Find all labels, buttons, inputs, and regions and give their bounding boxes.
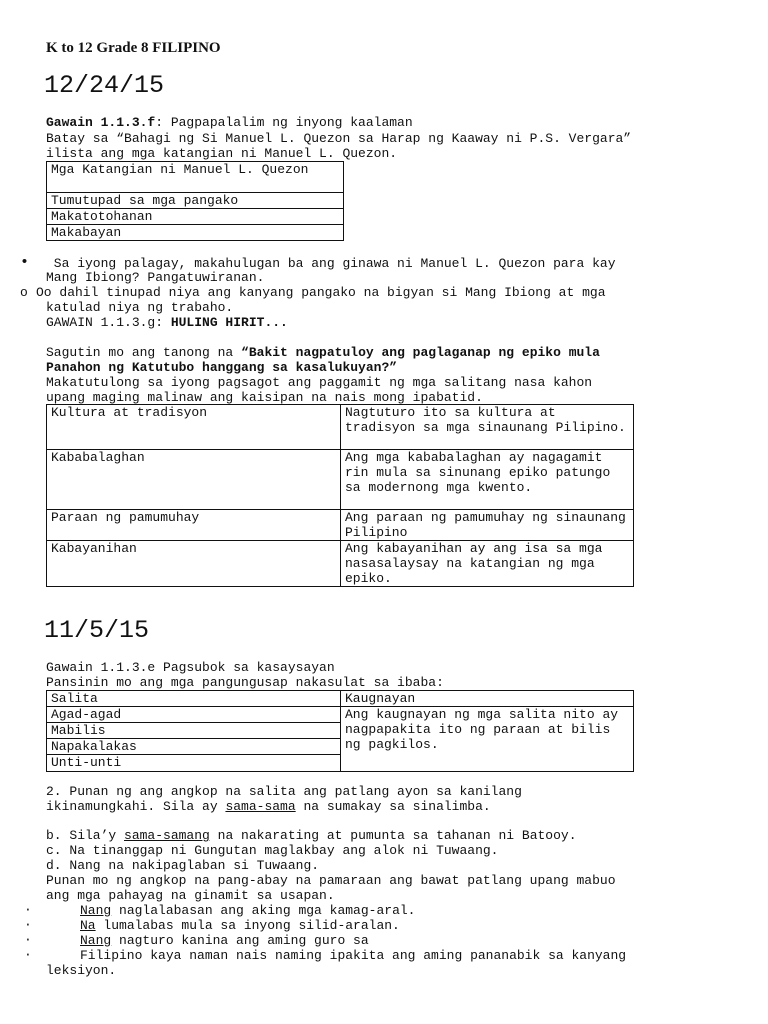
- bullet-icon: ·: [24, 917, 32, 932]
- item-b: [46, 828, 577, 843]
- gawain-g-line3: Makatutulong sa iyong pagsagot ang paggamit ng mga salitang nasa kahon: [46, 375, 593, 390]
- table-cell-right: Nagtuturo ito sa kultura at tradisyon sa mga sinaunang Pilipino.: [341, 405, 634, 450]
- gawain-f-line3: ilista ang mga katangian ni Manuel L. Quezon.: [46, 146, 398, 161]
- table-cell: Unti-unti: [47, 755, 341, 772]
- bullet-icon: ·: [24, 947, 32, 962]
- section2-line2-pre: ikinamungkahi. Sila ay: [46, 799, 226, 814]
- bullet-icon: ·: [24, 902, 32, 917]
- bullet-icon: •: [20, 254, 30, 271]
- item-b-post: na nakarating at pumunta sa tahanan ni Batooy.: [209, 828, 577, 843]
- relation-cell: Ang kaugnayan ng mga salita nito ay nagpapakita ito ng paraan at bilis ng pagkilos.: [341, 707, 634, 772]
- table-header-row: [47, 691, 634, 707]
- list-item-underlined: Na: [80, 918, 96, 933]
- gawain-g-intro: [46, 345, 600, 360]
- section2-line2: [46, 799, 491, 814]
- gawain-g-intro-prefix: Sagutin mo ang tanong na: [46, 345, 242, 360]
- gawain-f-line2: Batay sa “Bahagi ng Si Manuel L. Quezon sa Harap ng Kaaway ni P.S. Vergara”: [46, 131, 632, 146]
- gawain-g-line4: upang maging malinaw ang kaisipan na nais mong ipabatid.: [46, 390, 483, 405]
- bullet-icon: ·: [24, 932, 32, 947]
- gawain-f-title: [46, 115, 413, 130]
- gawain-g-intro-bold2: Panahon ng Katutubo hanggang sa kasalukuyan?”: [46, 360, 398, 375]
- table-cell-left: Kultura at tradisyon: [47, 405, 341, 450]
- list-item: [80, 903, 415, 918]
- item-b-underlined: sama-samang: [124, 828, 210, 843]
- list-item-underlined: Nang: [80, 903, 112, 918]
- table-cell: Tumutupad sa mga pangako: [47, 193, 344, 209]
- instruction-line1: Punan mo ng angkop na pang-abay na pamaraan ang bawat patlang upang mabuo: [46, 873, 616, 888]
- table-cell: Mabilis: [47, 723, 341, 739]
- table-row: [47, 405, 634, 450]
- gawain-f-title-bold: Gawain 1.1.3.f: [46, 115, 156, 130]
- list-item: [80, 948, 626, 963]
- table-cell-left: Kabayanihan: [47, 541, 341, 587]
- table-row: [47, 193, 344, 209]
- table-row: [47, 209, 344, 225]
- list-item-underlined: Nang: [80, 933, 112, 948]
- katangian-table: [46, 161, 344, 241]
- document-header: K to 12 Grade 8 FILIPINO: [46, 40, 221, 56]
- date-heading-2: 11/5/15: [44, 616, 150, 645]
- section2-line2-underlined: sama-sama: [225, 799, 296, 814]
- table-row: [47, 510, 634, 541]
- instruction-line2: ang mga pahayag na ginamit sa usapan.: [46, 888, 335, 903]
- table-header-row: [47, 162, 344, 193]
- section2-line1: 2. Punan ng ang angkop na salita ang patlang ayon sa kanilang: [46, 784, 522, 799]
- gawain-g-label: [46, 315, 288, 330]
- salita-table: [46, 690, 634, 772]
- list-item-rest: naglalabasan ang aking mga kamag-aral.: [111, 903, 416, 918]
- item-c: c. Na tinanggap ni Gungutan maglakbay ang alok ni Tuwaang.: [46, 843, 499, 858]
- list-item: [80, 918, 400, 933]
- epiko-table: [46, 404, 634, 587]
- question-line2: Mang Ibiong? Pangatuwiranan.: [46, 270, 265, 285]
- gawain-e-line2: Pansinin mo ang mga pangungusap nakasulat sa ibaba:: [46, 675, 444, 690]
- answer-marker-icon: o: [20, 285, 28, 300]
- table-row: [47, 450, 634, 510]
- list-item-rest: Filipino kaya naman nais naming ipakita ang aming pananabik sa kanyang: [80, 948, 627, 963]
- table-row: [47, 707, 634, 723]
- table-header-cell: Kaugnayan: [341, 691, 634, 707]
- table-cell: Makabayan: [47, 225, 344, 241]
- table-cell-left: Paraan ng pamumuhay: [47, 510, 341, 541]
- last-line: leksiyon.: [46, 963, 117, 978]
- list-item-rest: nagturo kanina ang aming guro sa: [111, 933, 369, 948]
- table-cell-right: Ang paraan ng pamumuhay ng sinaunang Pilipino: [341, 510, 634, 541]
- gawain-g-intro-bold1: “Bakit nagpatuloy ang paglaganap ng epiko mula: [241, 345, 600, 360]
- gawain-e-title: Gawain 1.1.3.e Pagsubok sa kasaysayan: [46, 660, 335, 675]
- answer-line1: Oo dahil tinupad niya ang kanyang pangako na bigyan si Mang Ibiong at mga: [36, 285, 606, 300]
- date-heading-1: 12/24/15: [44, 71, 165, 100]
- section2-line2-post: na sumakay sa sinalimba.: [295, 799, 491, 814]
- table-cell-right: Ang kabayanihan ay ang isa sa mga nasasalaysay na katangian ng mga epiko.: [341, 541, 634, 587]
- question-line1: Sa iyong palagay, makahulugan ba ang ginawa ni Manuel L. Quezon para kay: [46, 256, 616, 271]
- table-cell: Makatotohanan: [47, 209, 344, 225]
- answer-line2: katulad niya ng trabaho.: [46, 300, 234, 315]
- table-cell: Napakalakas: [47, 739, 341, 755]
- gawain-g-label-bold: HULING HIRIT...: [170, 315, 288, 330]
- table-header-cell: Salita: [47, 691, 341, 707]
- list-item: [80, 933, 369, 948]
- item-d: d. Nang na nakipaglaban si Tuwaang.: [46, 858, 320, 873]
- table-header-cell: Mga Katangian ni Manuel L. Quezon: [47, 162, 344, 193]
- gawain-f-title-rest: : Pagpapalalim ng inyong kaalaman: [155, 115, 413, 130]
- gawain-g-label-text: GAWAIN 1.1.3.g:: [46, 315, 171, 330]
- table-cell: Agad-agad: [47, 707, 341, 723]
- table-cell-right: Ang mga kababalaghan ay nagagamit rin mula sa sinunang epiko patungo sa modernong mga kwento.: [341, 450, 634, 510]
- table-cell-left: Kababalaghan: [47, 450, 341, 510]
- list-item-rest: lumalabas mula sa inyong silid-aralan.: [95, 918, 400, 933]
- table-row: [47, 225, 344, 241]
- item-b-pre: b. Sila’y: [46, 828, 125, 843]
- table-row: [47, 541, 634, 587]
